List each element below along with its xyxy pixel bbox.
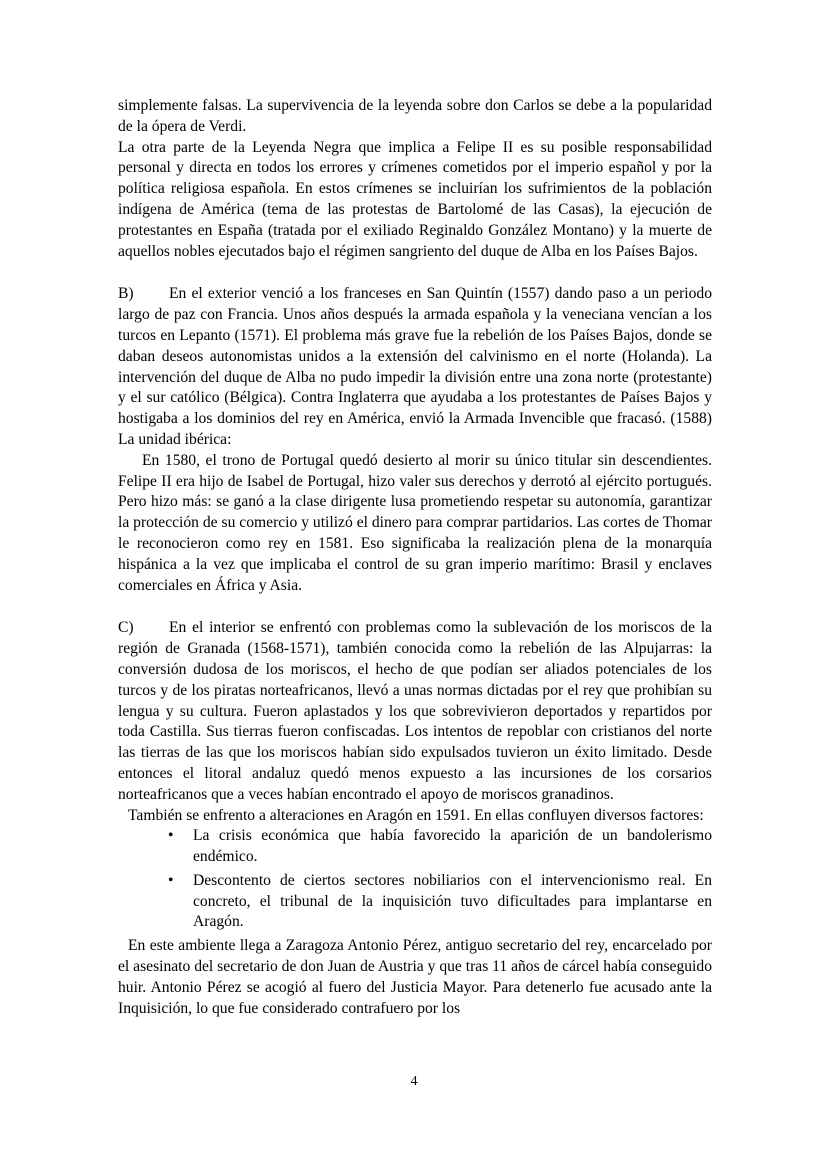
section-b-text: En el exterior venció a los franceses en San Quintín (1557) dando paso a un periodo largo de paz con Francia. Unos años después la armada española y la veneciana vencían a los turcos en Lepanto (1571). El problema más grave fue la rebelión de los Países Bajos, donde se daban deseos autonomistas unidos a la extensión del calvinismo en el norte (Holanda). La intervención del duque de Alba no pudo impedir la división entre una zona norte (protestante) y el sur católico (Bélgica). Contra Inglaterra que ayudaba a los protestantes de Países Bajos y hostigaba a los dominios del rey en América, envió la Armada Invencible que fracasó. (1588) La unidad ibérica: <box>118 285 712 448</box>
bullet-icon: • <box>168 871 174 889</box>
paragraph-antonio-perez: En este ambiente llega a Zaragoza Antonio Pérez, antiguo secretario del rey, encarcelado por el asesinato del secretario de don Juan de Austria y que tras 11 años de cárcel había conseguido huir. Antonio Pérez se acogió al fuero del Justicia Mayor. Para detenerlo fue acusado ante la Inquisición, lo que fue considerado contrafuero por los <box>118 937 712 1017</box>
section-c-text: En el interior se enfrentó con problemas como la sublevación de los moriscos de la región de Granada (1568-1571), también conocida como la rebelión de las Alpujarras: la conversión dudosa de los moriscos, el hecho de que podían ser aliados potenciales de los turcos y de los piratas norteafricanos, llevó a unas normas dictadas por el rey que prohibían su lengua y su cultura. Fueron aplastados y los que sobrevivieron deportados y repartidos por toda Castilla. Sus tierras fueron confiscadas. Los intentos de repoblar con cristianos del norte las tierras de las que los moriscos habían sido expulsados tuvieron un éxito limitado. Desde entonces el litoral andaluz quedó menos expuesto a las incursiones de los corsarios norteafricanos que a veces habían encontrado el apoyo de moriscos granadinos. <box>118 619 712 803</box>
bullet-icon: • <box>168 827 174 845</box>
paragraph-leyenda-negra: La otra parte de la Leyenda Negra que implica a Felipe II es su posible responsabilidad personal y directa en todos los errores y crímenes cometidos por el imperio español y por la política religiosa española. En estos crímenes se incluirían los sufrimientos de la población indígena de América (tema de las protestas de Bartolomé de las Casas), la ejecución de protestantes en España (tratada por el exiliado Reginaldo González Montano) y la muerte de aquellos nobles ejecutados bajo el régimen sangriento del duque de Alba en los Países Bajos. <box>118 138 712 260</box>
paragraph-spacer <box>118 262 712 284</box>
paragraph-spacer <box>118 596 712 618</box>
section-b-letter: B) <box>118 285 134 303</box>
section-c-paragraph <box>118 618 712 805</box>
list-item-text: La crisis económica que había favorecido la aparición de un bandolerismo endémico. <box>193 827 712 866</box>
section-c-letter: C) <box>118 619 134 637</box>
section-b-paragraph <box>118 284 712 450</box>
factors-list <box>118 826 712 933</box>
list-item-text: Descontento de ciertos sectores nobiliarios con el intervencionismo real. En concreto, el tribunal de la inquisición tuvo dificultades para implantarse en Aragón. <box>193 871 712 931</box>
list-item <box>118 871 712 933</box>
list-item <box>118 826 712 868</box>
paragraph-don-carlos-legend: simplemente falsas. La supervivencia de la leyenda sobre don Carlos se debe a la popularidad de la ópera de Verdi. <box>118 97 712 135</box>
page-number: 4 <box>410 1074 418 1089</box>
paragraph-portugal: En 1580, el trono de Portugal quedó desierto al morir su único titular sin descendientes. Felipe II era hijo de Isabel de Portugal, hizo valer sus derechos y derrotó al ejército portugués. Pero hizo más: se ganó a la clase dirigente lusa prometiendo respetar su autonomía, garantizar la protección de su comercio y utilizó el dinero para comprar partidarios. Las cortes de Thomar le reconocieron como rey en 1581. Eso significaba la realización plena de la monarquía hispánica a la vez que implicaba el control de su gran imperio marítimo: Brasil y enclaves comerciales en África y Asia. <box>118 451 712 594</box>
paragraph-aragon-intro: También se enfrento a alteraciones en Aragón en 1591. En ellas confluyen diversos factores: <box>128 806 704 824</box>
page-body <box>118 96 712 1019</box>
